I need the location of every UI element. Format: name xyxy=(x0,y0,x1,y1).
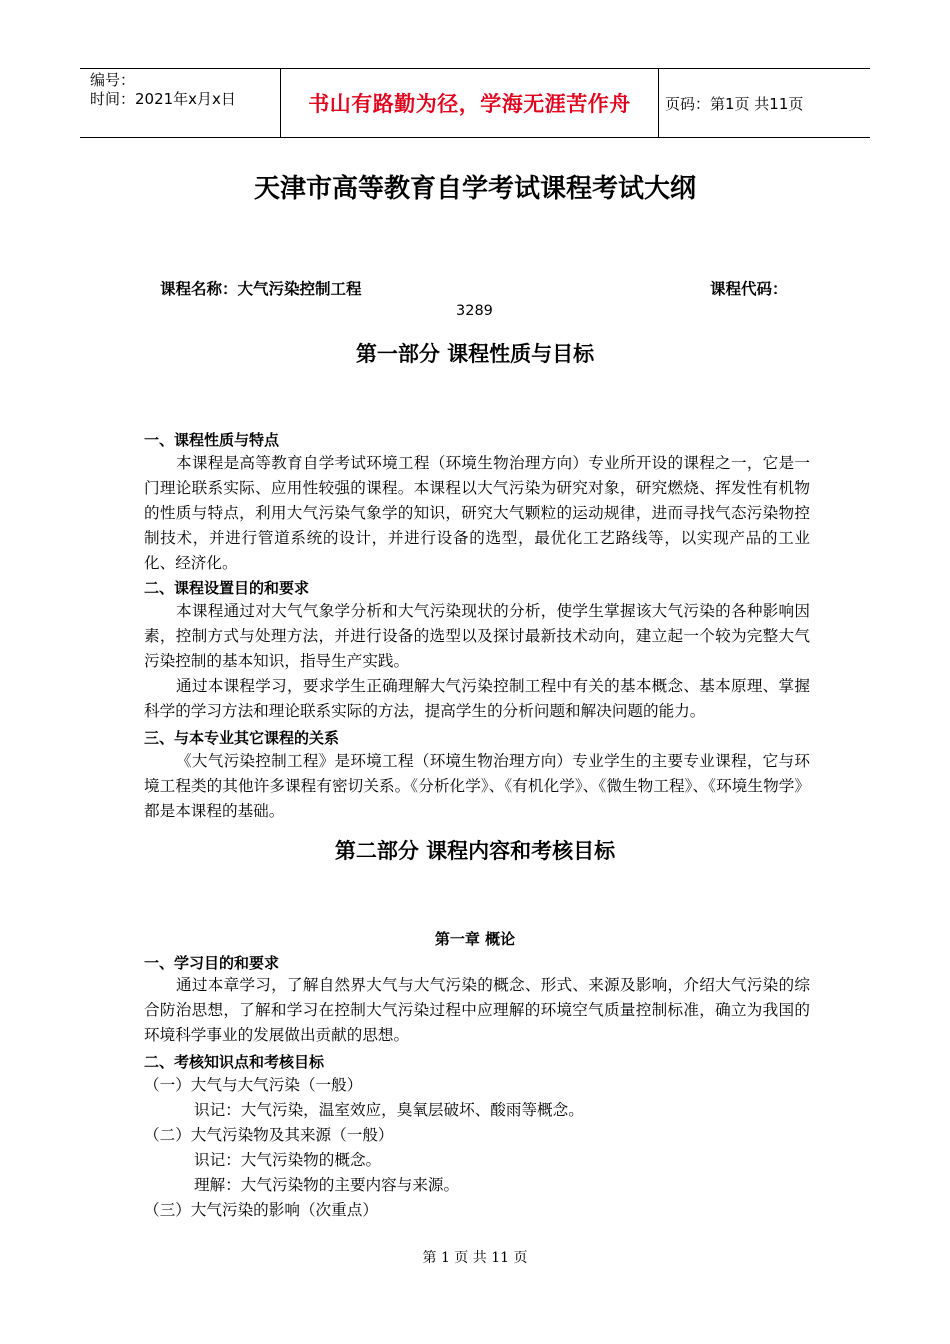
part2-section2-title: 二、考核知识点和考核目标 xyxy=(144,1053,325,1071)
course-code: 3289 xyxy=(456,303,493,319)
part1-section2-text1: 本课程通过对大气气象学分析和大气污染现状的分析，使学生掌握该大气污染的各种影响因素，控制方式与处理方法，并进行设备的选型以及探讨最新技术动向，建立起一个较为完整大气污染控制的基本知识，指导生产实践。 xyxy=(144,602,810,670)
header-page-info: 页码：第1页 共11页 xyxy=(665,94,804,113)
part1-section2-title: 二、课程设置目的和要求 xyxy=(144,579,310,597)
header-motto: 书山有路勤为径，学海无涯苦作舟 xyxy=(308,91,631,116)
doc-number-label: 编号： xyxy=(90,71,136,89)
item-1: （一）大气与大气污染（一般） xyxy=(144,1076,363,1094)
part1-section2-text2: 通过本课程学习，要求学生正确理解大气污染控制工程中有关的基本概念、基本原理、掌握科学的学习方法和理论联系实际的方法，提高学生的分析问题和解决问题的能力。 xyxy=(144,677,810,720)
header-meta xyxy=(80,69,281,137)
page-footer: 第 1 页 共 11 页 xyxy=(422,1250,528,1266)
course-name: 课程名称：大气污染控制工程 xyxy=(160,280,362,298)
part1-section3-title: 三、与本专业其它课程的关系 xyxy=(144,729,340,747)
part2-section1-title: 一、学习目的和要求 xyxy=(144,954,280,972)
course-code-label: 课程代码： xyxy=(710,280,788,298)
header-motto-cell xyxy=(281,69,659,137)
chapter-title: 第一章 概论 xyxy=(434,930,516,948)
part2-section1-text: 通过本章学习，了解自然界大气与大气污染的概念、形式、来源及影响，介绍大气污染的综合防治思想，了解和学习在控制大气污染过程中应理解的环境空气质量控制标准，确立为我国的环境科学事业的发展做出贡献的思想。 xyxy=(144,976,810,1044)
doc-time-label: 时间：2021年x月x日 xyxy=(90,90,236,108)
item-2-sub-1: 识记：大气污染物的概念。 xyxy=(194,1151,382,1169)
page-header xyxy=(80,68,870,138)
item-1-sub-1: 识记：大气污染，温室效应，臭氧层破坏、酸雨等概念。 xyxy=(194,1101,584,1119)
item-2: （二）大气污染物及其来源（一般） xyxy=(144,1126,394,1144)
part1-section1-title: 一、课程性质与特点 xyxy=(144,431,280,449)
document-title: 天津市高等教育自学考试课程考试大纲 xyxy=(253,174,696,204)
part1-heading: 第一部分 课程性质与目标 xyxy=(355,342,595,366)
item-3: （三）大气污染的影响（次重点） xyxy=(144,1201,378,1219)
part1-section3-text: 《大气污染控制工程》是环境工程（环境生物治理方向）专业学生的主要专业课程，它与环境工程类的其他许多课程有密切关系。《分析化学》、《有机化学》、《微生物工程》、《环境生物学》都是本课程的基础。 xyxy=(144,752,810,820)
item-2-sub-2: 理解：大气污染物的主要内容与来源。 xyxy=(194,1176,460,1194)
part1-section1-text: 本课程是高等教育自学考试环境工程（环境生物治理方向）专业所开设的课程之一，它是一门理论联系实际、应用性较强的课程。本课程以大气污染为研究对象，研究燃烧、挥发性有机物的性质与特点，利用大气污染气象学的知识，研究大气颗粒的运动规律，进而寻找气态污染物控制技术，并进行管道系统的设计，并进行设备的选型，最优化工艺路线等，以实现产品的工业化、经济化。 xyxy=(144,454,810,572)
part2-heading: 第二部分 课程内容和考核目标 xyxy=(334,839,616,863)
